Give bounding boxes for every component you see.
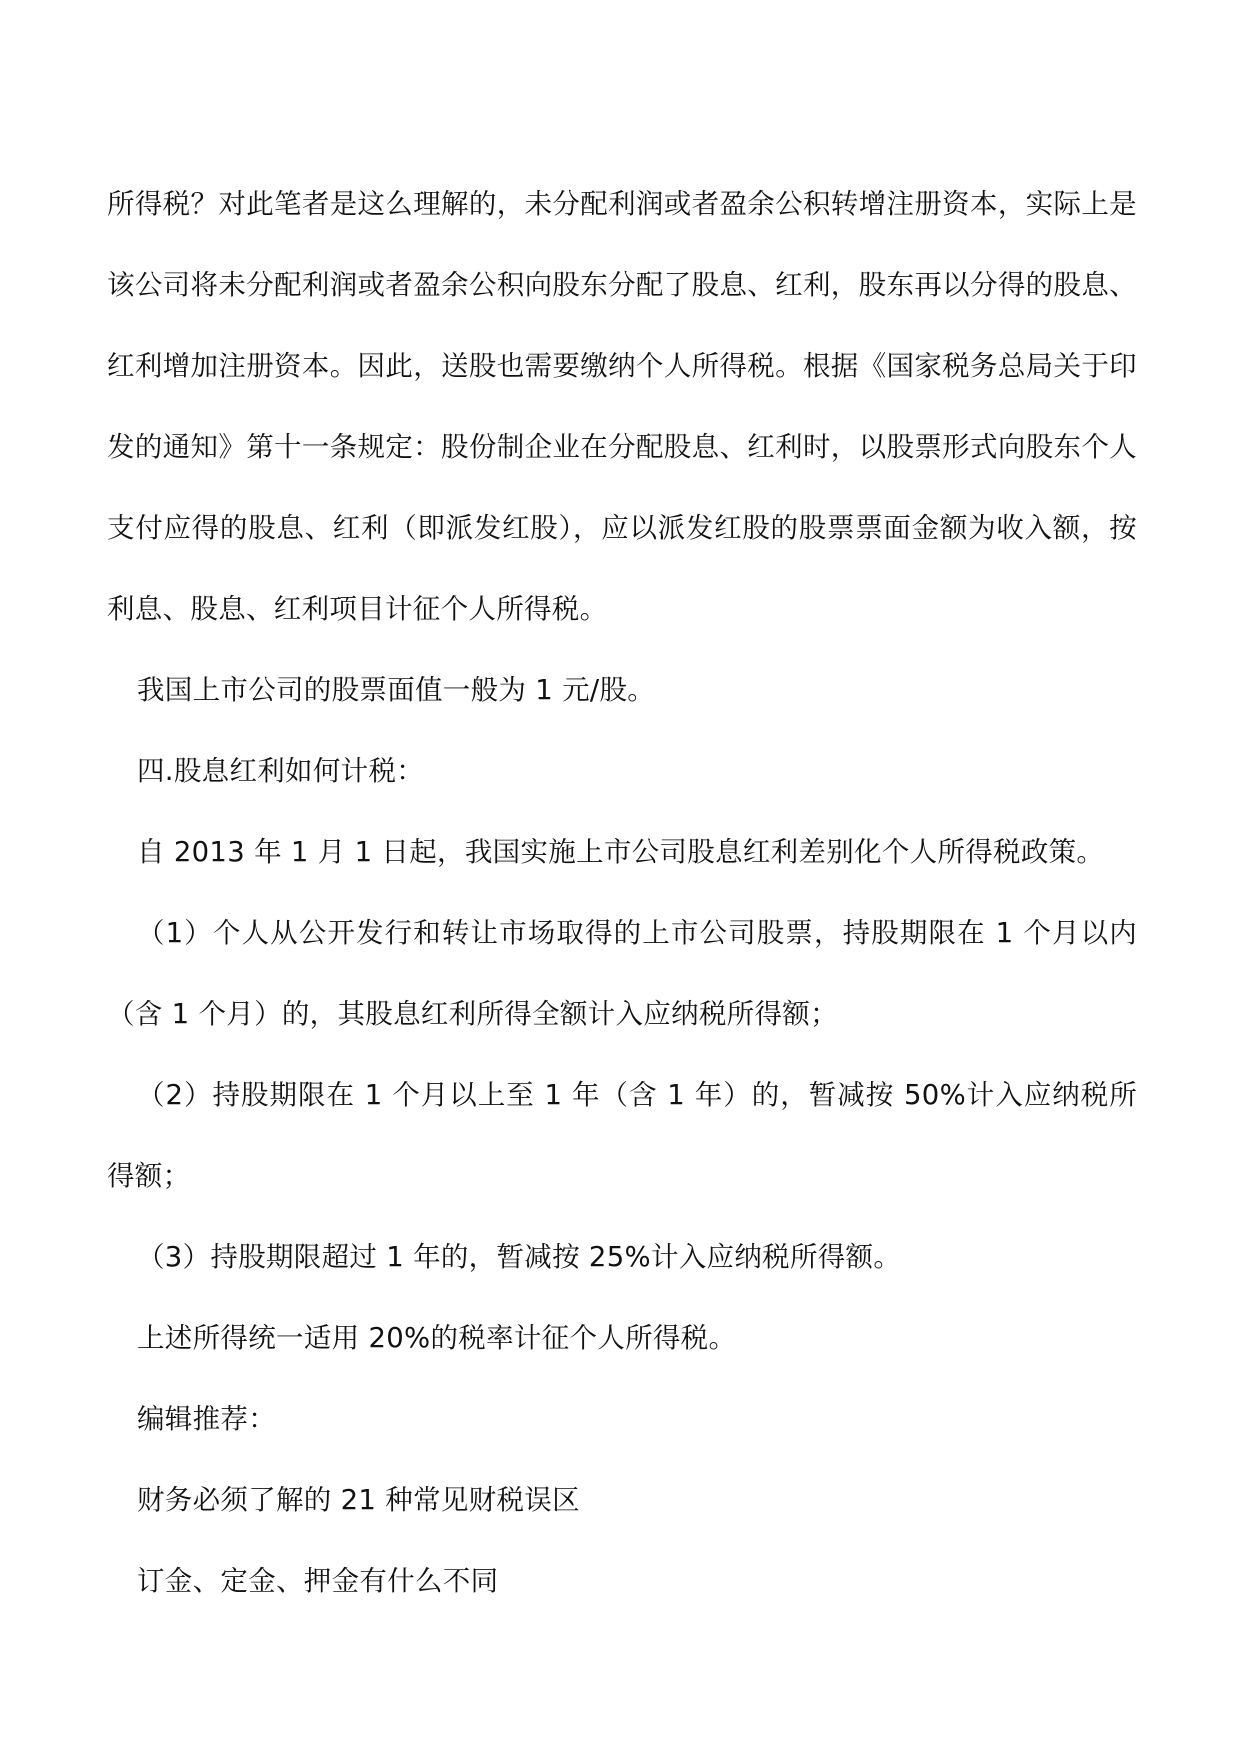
- list-item-2: （2）持股期限在 1 个月以上至 1 年（含 1 年）的，暂减按 50%计入应纳税所得额；: [107, 1079, 1137, 1192]
- section-heading-dividend-tax: 四.股息红利如何计税：: [137, 755, 425, 787]
- list-item-1: （1）个人从公开发行和转让市场取得的上市公司股票，持股期限在 1 个月以内（含 1 个月）的，其股息红利所得全额计入应纳税所得额；: [107, 917, 1137, 1030]
- paragraph-tax-rate: 上述所得统一适用 20%的税率计征个人所得税。: [137, 1322, 737, 1354]
- recommended-link-2[interactable]: 订金、定金、押金有什么不同: [137, 1565, 499, 1597]
- paragraph-policy-intro: 自 2013 年 1 月 1 日起，我国实施上市公司股息红利差别化个人所得税政策。: [137, 836, 1105, 868]
- paragraph-stock-par-value: 我国上市公司的股票面值一般为 1 元/股。: [137, 674, 656, 706]
- editor-recommend-label: 编辑推荐：: [137, 1403, 276, 1435]
- document-body: [107, 164, 1137, 1622]
- paragraph-continuation: 所得税？对此笔者是这么理解的，未分配利润或者盈余公积转增注册资本，实际上是该公司将未分配利润或者盈余公积向股东分配了股息、红利，股东再以分得的股息、红利增加注册资本。因此，送股也需要缴纳个人所得税。根据《国家税务总局关于印发的通知》第十一条规定：股份制企业在分配股息、红利时，以股票形式向股东个人支付应得的股息、红利（即派发红股），应以派发红股的股票票面金额为收入额，按利息、股息、红利项目计征个人所得税。: [107, 188, 1137, 625]
- list-item-3: （3）持股期限超过 1 年的，暂减按 25%计入应纳税所得额。: [137, 1241, 902, 1273]
- recommended-link-1[interactable]: 财务必须了解的 21 种常见财税误区: [137, 1484, 580, 1516]
